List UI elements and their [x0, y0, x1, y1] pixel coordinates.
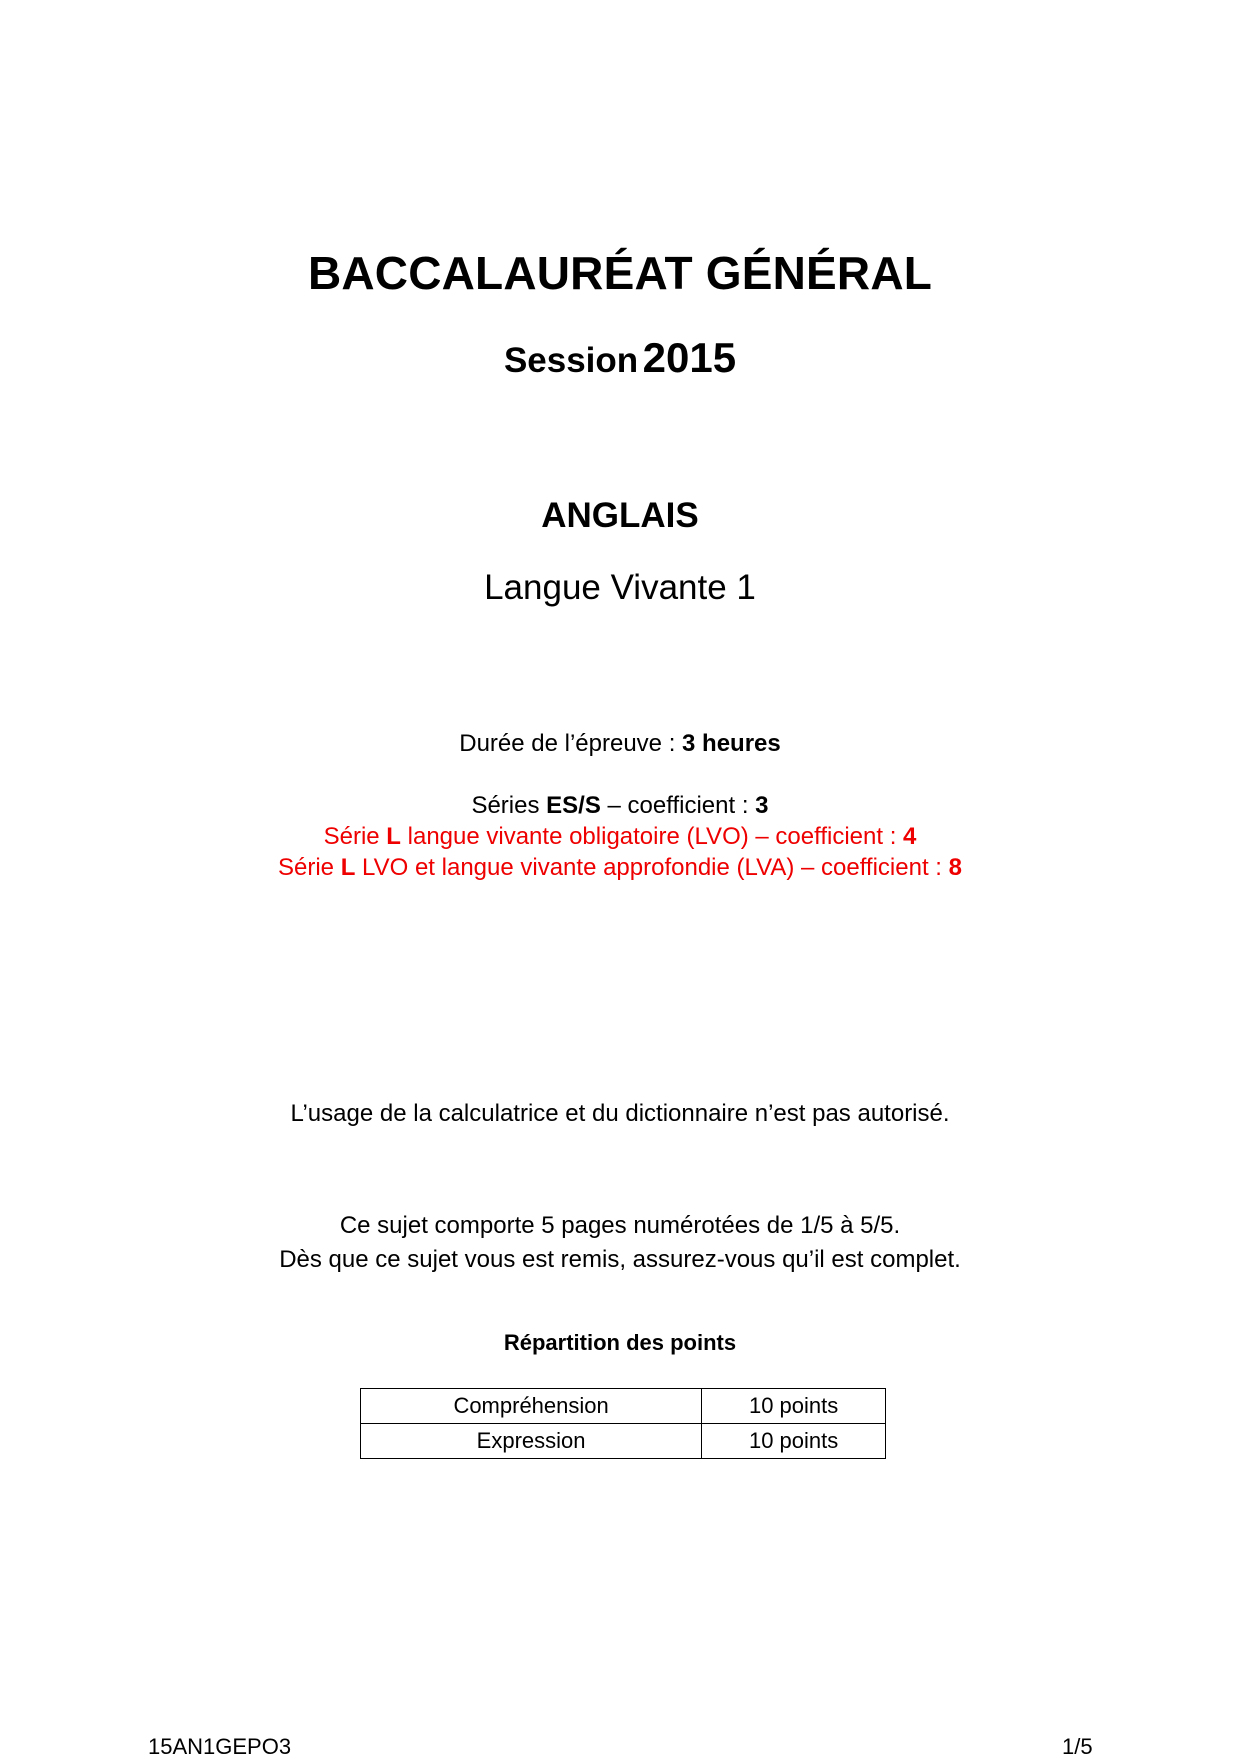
points-value: 10 points: [702, 1424, 886, 1459]
page-number: 1/5: [1062, 1734, 1093, 1759]
series-name: L: [386, 823, 401, 850]
points-table: [360, 1388, 886, 1459]
table-row: [361, 1424, 886, 1459]
duration-line: [0, 730, 1240, 758]
series-middle: – coefficient :: [600, 792, 756, 819]
duration-label: Durée de l’épreuve :: [459, 730, 683, 757]
subject-code: 15AN1GEPO3: [148, 1734, 292, 1759]
session-line: [0, 334, 1240, 382]
session-label: Session: [503, 341, 639, 380]
series-l-lvo-line: [0, 823, 1240, 851]
pages-notice: Ce sujet comporte 5 pages numérotées de 1/5 à 5/5.: [339, 1212, 901, 1239]
points-title: Répartition des points: [503, 1330, 737, 1355]
points-part: Expression: [361, 1424, 702, 1459]
series-prefix: Série: [323, 823, 387, 850]
series-middle: LVO et langue vivante approfondie (LVA) – coefficient :: [355, 854, 949, 881]
series-coefficient: 3: [755, 792, 769, 819]
completeness-notice: Dès que ce sujet vous est remis, assurez-vous qu’il est complet.: [279, 1246, 961, 1273]
series-prefix: Séries: [471, 792, 547, 819]
session-year: 2015: [642, 334, 737, 381]
duration-value: 3 heures: [682, 730, 781, 757]
table-row: [361, 1389, 886, 1424]
points-value: 10 points: [702, 1389, 886, 1424]
series-name: ES/S: [546, 792, 601, 819]
series-es-s-line: [0, 792, 1240, 820]
usage-notice: L’usage de la calculatrice et du dictionnaire n’est pas autorisé.: [290, 1100, 950, 1127]
series-prefix: Série: [278, 854, 341, 881]
subject-name: ANGLAIS: [541, 496, 699, 535]
series-coefficient: 8: [948, 854, 962, 881]
series-name: L: [340, 854, 356, 881]
series-middle: langue vivante obligatoire (LVO) – coefficient :: [400, 823, 904, 850]
exam-title: BACCALAURÉAT GÉNÉRAL: [307, 247, 933, 299]
series-l-lva-line: [0, 854, 1240, 882]
series-coefficient: 4: [903, 823, 917, 850]
points-part: Compréhension: [361, 1389, 702, 1424]
subject-language: Langue Vivante 1: [484, 568, 756, 607]
